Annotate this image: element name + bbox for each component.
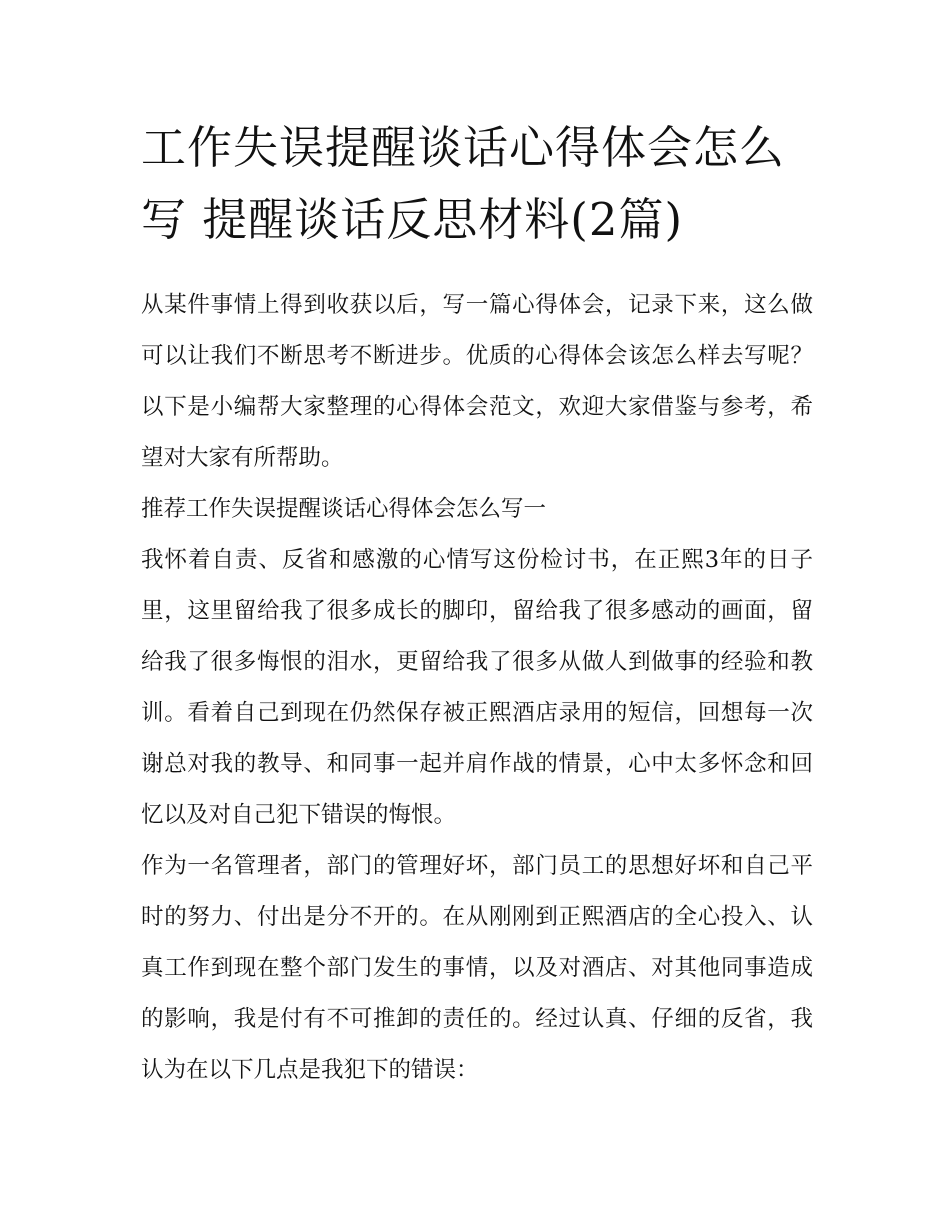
document-body <box>141 280 813 1096</box>
document-title: 工作失误提醒谈话心得体会怎么写 提醒谈话反思材料(2篇) <box>141 121 786 246</box>
section-heading: 推荐工作失误提醒谈话心得体会怎么写一 <box>141 496 547 522</box>
intro-paragraph: 从某件事情上得到收获以后，写一篇心得体会，记录下来，这么做可以让我们不断思考不断进步。优质的心得体会该怎么样去写呢？以下是小编帮大家整理的心得体会范文，欢迎大家借鉴与参考，希望对大家有所帮助。 <box>141 292 813 471</box>
body-paragraph: 作为一名管理者，部门的管理好坏，部门员工的思想好坏和自己平时的努力、付出是分不开的。在从刚刚到正熙酒店的全心投入、认真工作到现在整个部门发生的事情，以及对酒店、对其他同事造成的影响，我是付有不可推卸的责任的。经过认真、仔细的反省，我认为在以下几点是我犯下的错误： <box>141 853 813 1083</box>
body-paragraph: 我怀着自责、反省和感激的心情写这份检讨书，在正熙3年的日子里，这里留给我了很多成长的脚印，留给我了很多感动的画面，留给我了很多悔恨的泪水，更留给我了很多从做人到做事的经验和教训。看着自己到现在仍然保存被正熙酒店录用的短信，回想每一次谢总对我的教导、和同事一起并肩作战的情景，心中太多怀念和回忆以及对自己犯下错误的悔恨。 <box>141 547 813 828</box>
